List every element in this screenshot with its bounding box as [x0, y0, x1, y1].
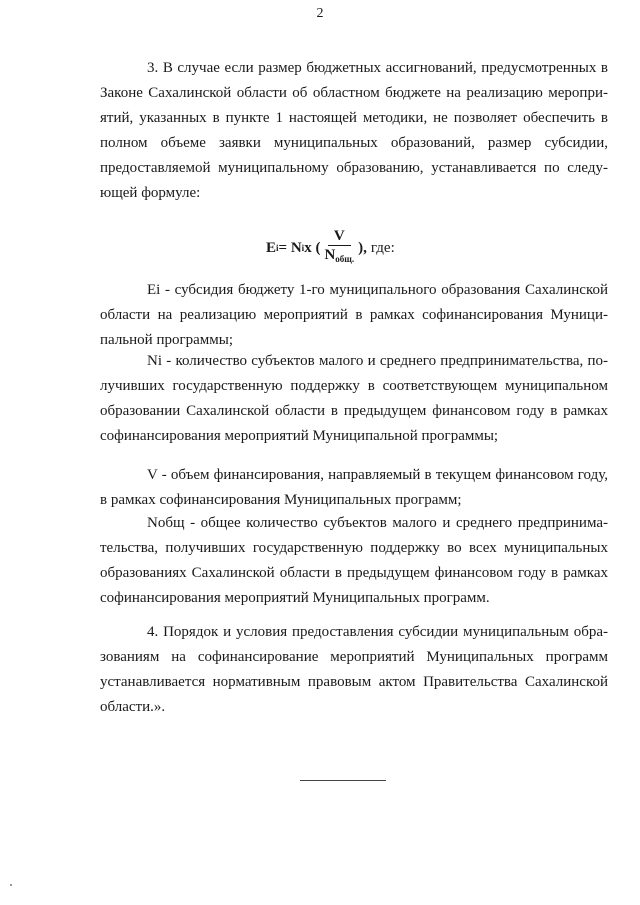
scan-speck — [10, 884, 12, 886]
text-line: устанавливается нормативным правовым актом Правительства Сахалинской — [100, 674, 608, 690]
text-line: предоставляемой муниципальному образованию, устанавливается по следу- — [100, 160, 608, 176]
text-line: образовании Сахалинской области в предыдущем финансовом году в рамках — [100, 403, 608, 419]
text-line: Nобщ - общее количество субъектов малого и среднего предпринима- — [147, 515, 608, 531]
text-line: образованиях Сахалинской области в предыдущем финансовом году в рамках — [100, 565, 608, 581]
definition-n-total — [100, 511, 608, 611]
text-line: ятий, указанных в пункте 1 настоящей методики, не позволяет обеспечить в — [100, 110, 608, 126]
text-line: Ei - субсидия бюджету 1-го муниципального образования Сахалинской — [147, 282, 608, 298]
formula-lhs-sub: i — [276, 243, 279, 253]
formula-x: x ( — [304, 239, 321, 256]
paragraph-3 — [100, 56, 608, 206]
page-number: 2 — [316, 6, 324, 21]
formula-tail: где: — [370, 239, 395, 256]
text-line: области на реализацию мероприятий в рамках софинансирования Муници- — [100, 307, 608, 323]
text-line: софинансирования мероприятий Муниципальной программы; — [100, 428, 499, 444]
text-line: ющей формуле: — [100, 185, 201, 201]
formula-eq: = N — [278, 239, 302, 256]
fraction-denominator — [324, 246, 354, 268]
formula-n-sub: i — [301, 243, 305, 253]
text-line: V - объем финансирования, направляемый в текущем финансовом году, — [147, 467, 608, 483]
text-line: Ni - количество субъектов малого и среднего предпринимательства, по- — [147, 353, 608, 369]
formula — [266, 228, 395, 268]
text-line: области.». — [100, 699, 166, 715]
text-line: пальной программы; — [100, 332, 234, 348]
text-line: 4. Порядок и условия предоставления субсидии муниципальным обра- — [147, 624, 608, 640]
denominator-symbol: N — [324, 247, 336, 263]
text-line: тельства, получивших государственную поддержку во всех муниципальных — [100, 540, 608, 556]
definition-e — [100, 278, 608, 353]
formula-lhs: E — [266, 239, 277, 256]
text-line: лучивших государственную поддержку в соответствующем муниципальном — [100, 378, 608, 394]
formula-fraction — [324, 228, 354, 268]
text-line: 3. В случае если размер бюджетных ассигнований, предусмотренных в — [147, 60, 608, 76]
text-line: в рамках софинансирования Муниципальных программ; — [100, 492, 462, 508]
denominator-sub: общ. — [335, 254, 355, 264]
text-line: полном объеме заявки муниципальных образований, размер субсидии, — [100, 135, 608, 151]
text-line: софинансирования мероприятий Муниципальных программ. — [100, 590, 490, 606]
text-line: зованиям на софинансирование мероприятий Муниципальных программ — [100, 649, 608, 665]
definition-n — [100, 349, 608, 449]
separator-line — [300, 780, 386, 781]
definition-v — [100, 463, 608, 513]
fraction-numerator: V — [328, 228, 351, 246]
text-line: Законе Сахалинской области об областном бюджете на реализацию меропри- — [100, 85, 608, 101]
formula-close: ), — [358, 239, 367, 256]
paragraph-4 — [100, 620, 608, 720]
